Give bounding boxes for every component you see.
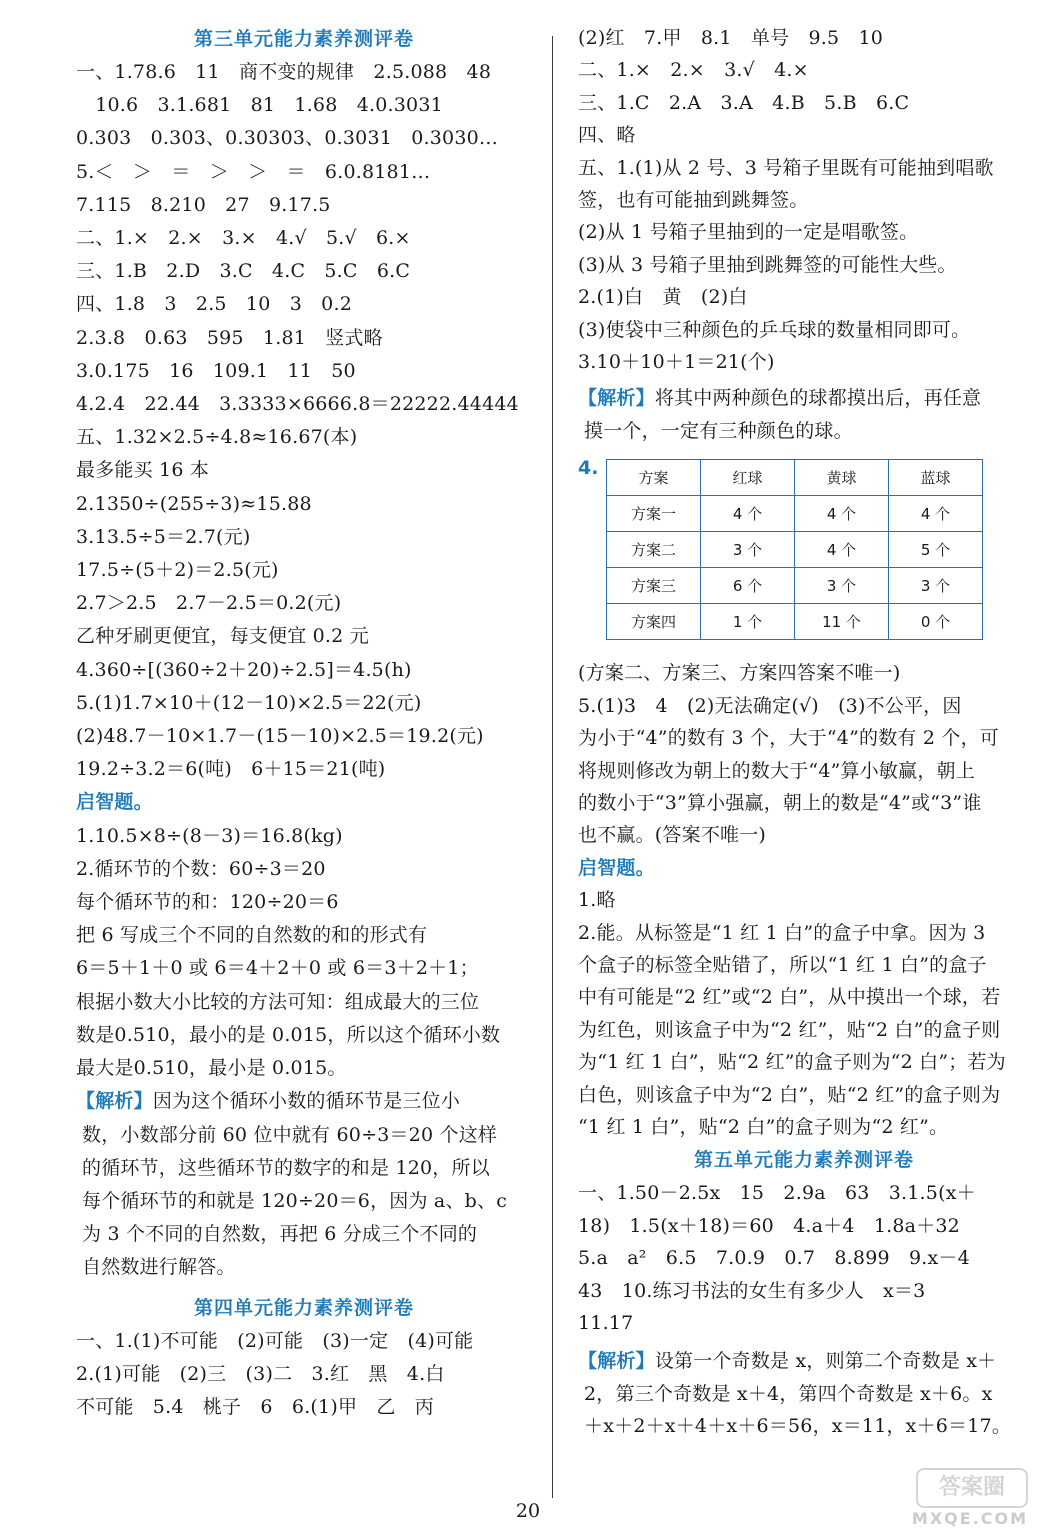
- unit5-analysis: [578, 1345, 1030, 1442]
- table-cell: 方案二: [607, 532, 701, 568]
- right-column: [578, 22, 1030, 1443]
- table-header: 方案: [607, 460, 701, 496]
- answer-line: 二、1.× 2.× 3.√ 4.×: [578, 59, 809, 82]
- answer-line: (2)48.7－10×1.7－(15－10)×2.5＝19.2(元): [76, 725, 484, 748]
- answer-line: 四、1.8 3 2.5 10 3 0.2: [76, 293, 353, 316]
- answer-line: (方案二、方案三、方案四答案不唯一): [578, 662, 901, 685]
- watermark-logo: 答案圈: [916, 1468, 1028, 1508]
- answer-line: 乙种牙刷更便宜，每支便宜 0.2 元: [76, 625, 369, 648]
- question-number: 4.: [578, 457, 599, 480]
- analysis-line: 数，小数部分前 60 位中就有 60÷3＝20 个这样: [82, 1123, 498, 1146]
- analysis-line: 每个循环节的和就是 120÷20＝6，因为 a、b、c: [82, 1189, 508, 1212]
- answer-line: 五、1.(1)从 2 号、3 号箱子里既有可能抽到唱歌: [578, 156, 994, 179]
- answer-line: 5.(1)1.7×10＋(12－10)×2.5＝22(元): [76, 691, 422, 714]
- plan-table-block: [578, 457, 1030, 653]
- answer-line: 3.0.175 16 109.1 11 50: [76, 359, 356, 382]
- answer-line: 将规则修改为朝上的数大于“4”算小敏赢，朝上: [578, 759, 975, 782]
- answer-line: (2)红 7.甲 8.1 单号 9.5 10: [578, 27, 884, 49]
- table-header-row: [607, 460, 983, 496]
- analysis-label: 【解析】: [578, 387, 655, 410]
- analysis-line: 的循环节，这些循环节的数字的和是 120，所以: [82, 1156, 490, 1179]
- answer-line: 一、1.78.6 11 商不变的规律 2.5.088 48: [76, 61, 492, 83]
- unit3-title: 第三单元能力素养测评卷: [193, 28, 414, 50]
- table-cell: 方案四: [607, 604, 701, 640]
- answer-line: 最大是0.510，最小是 0.015。: [76, 1057, 347, 1080]
- site-watermark: [906, 1468, 1034, 1528]
- analysis-line: 为 3 个不同的自然数，再把 6 分成三个不同的: [82, 1223, 478, 1246]
- answer-line: 三、1.B 2.D 3.C 4.C 5.C 6.C: [76, 260, 411, 283]
- table-header: 蓝球: [889, 460, 983, 496]
- unit4-answers: [76, 1325, 532, 1425]
- page-number: 20: [515, 1500, 541, 1522]
- answer-line: 7.115 8.210 27 9.17.5: [76, 193, 331, 216]
- answer-line: 把 6 写成三个不同的自然数的和的形式有: [76, 924, 428, 947]
- answer-line: 17.5÷(5＋2)＝2.5(元): [76, 559, 279, 582]
- analysis-line: 2，第三个奇数是 x＋4，第四个奇数是 x＋6。x: [584, 1382, 993, 1405]
- table-row: [607, 604, 983, 640]
- analysis-line: ＋x＋2＋x＋4＋x＋6＝56，x＝11，x＋6＝17。: [584, 1415, 1012, 1438]
- answer-line: 不可能 5.4 桃子 6 6.(1)甲 乙 丙: [76, 1395, 434, 1418]
- answer-line: 根据小数大小比较的方法可知：组成最大的三位: [76, 990, 480, 1013]
- answer-line: (3)使袋中三种颜色的乒乓球的数量相同即可。: [578, 318, 971, 341]
- table-row: [607, 496, 983, 532]
- table-cell: 方案三: [607, 568, 701, 604]
- analysis-line: 将其中两种颜色的球都摸出后，再任意: [654, 387, 982, 410]
- table-cell: 3 个: [795, 568, 889, 604]
- table-cell: 1 个: [701, 604, 795, 640]
- answer-line: 五、1.32×2.5÷4.8≈16.67(本): [76, 426, 358, 449]
- answer-line: 2.7＞2.5 2.7－2.5＝0.2(元): [76, 592, 342, 615]
- answer-line: 最多能买 16 本: [76, 459, 210, 482]
- answer-line: 三、1.C 2.A 3.A 4.B 5.B 6.C: [578, 91, 910, 114]
- answer-line: 数是0.510，最小的是 0.015，所以这个循环小数: [76, 1023, 501, 1046]
- answer-line: 3.10＋10＋1＝21(个): [578, 351, 775, 374]
- answer-line: 4.360÷[(360÷2＋20)÷2.5]＝4.5(h): [76, 658, 412, 681]
- answer-line: 个盒子的标签全贴错了，所以“1 红 1 白”的盒子: [578, 953, 987, 976]
- unit4-answers-continued: [578, 22, 1030, 378]
- answer-line: 2.能。从标签是“1 红 1 白”的盒子中拿。因为 3: [578, 921, 986, 944]
- table-cell: 0 个: [889, 604, 983, 640]
- answer-line: 0.303 0.303、0.30303、0.3031 0.3030…: [76, 127, 499, 150]
- answer-line: 签，也有可能抽到跳舞签。: [578, 189, 809, 212]
- answer-line: (3)从 3 号箱子里抽到跳舞签的可能性大些。: [578, 253, 957, 276]
- answer-line: 19.2÷3.2＝6(吨) 6＋15＝21(吨): [76, 758, 386, 781]
- answer-line: 1.略: [578, 889, 616, 912]
- analysis-block-1: [578, 382, 1030, 447]
- analysis-line: 摸一个，一定有三种颜色的球。: [584, 419, 853, 442]
- answer-line: 四、略: [578, 124, 636, 147]
- table-cell: 4 个: [889, 496, 983, 532]
- answer-line: 43 10.练习书法的女生有多少人 x＝3: [578, 1279, 926, 1302]
- answer-line: 白色，则该盒子中为“2 白”，贴“2 红”的盒子则为: [578, 1083, 1001, 1106]
- answer-line: “1 红 1 白”，贴“2 白”的盒子则为“2 红”。: [578, 1115, 949, 1138]
- answer-line: 11.17: [578, 1312, 634, 1334]
- table-cell: 3 个: [701, 532, 795, 568]
- answer-line: 2.3.8 0.63 595 1.81 竖式略: [76, 326, 383, 349]
- column-divider: [552, 36, 553, 1498]
- unit4-title: 第四单元能力素养测评卷: [193, 1296, 414, 1319]
- answer-line: 10.6 3.1.681 81 1.68 4.0.3031: [76, 94, 443, 117]
- unit3-answers: [76, 56, 532, 1085]
- plan-table: [606, 459, 983, 640]
- table-cell: 方案一: [607, 496, 701, 532]
- answer-line: 2.(1)可能 (2)三 (3)二 3.红 黑 4.白: [76, 1362, 445, 1385]
- challenge-heading: 启智题。: [76, 791, 153, 814]
- table-row: [607, 532, 983, 568]
- analysis-line: 自然数进行解答。: [82, 1256, 236, 1279]
- unit5-answers: [578, 1177, 1030, 1339]
- table-header: 黄球: [795, 460, 889, 496]
- table-cell: 5 个: [889, 532, 983, 568]
- challenge-heading: 启智题。: [578, 856, 655, 879]
- answer-line: (2)从 1 号箱子里抽到的一定是唱歌签。: [578, 221, 919, 244]
- answer-line: 5.(1)3 4 (2)无法确定(√) (3)不公平，因: [578, 694, 962, 717]
- answer-line: 2.(1)白 黄 (2)白: [578, 286, 748, 309]
- watermark-url: MXQE.COM: [911, 1509, 1029, 1528]
- answer-line: 一、1.50－2.5x 15 2.9a 63 3.1.5(x＋: [578, 1182, 976, 1205]
- answer-line: 的数小于“3”算小强赢，朝上的数是“4”或“3”谁: [578, 791, 982, 814]
- answer-line: 18) 1.5(x＋18)＝60 4.a＋4 1.8a＋32: [578, 1214, 960, 1237]
- table-cell: 11 个: [795, 604, 889, 640]
- answer-line: 1.10.5×8÷(8－3)＝16.8(kg): [76, 824, 343, 847]
- answer-line: 5.a a² 6.5 7.0.9 0.7 8.899 9.x－4: [578, 1247, 970, 1270]
- unit4-answers-lower: [578, 657, 1030, 1143]
- table-cell: 4 个: [701, 496, 795, 532]
- answer-line: 5.＜ ＞ ＝ ＞ ＞ ＝ 6.0.8181…: [76, 160, 431, 183]
- table-cell: 4 个: [795, 496, 889, 532]
- table-cell: 3 个: [889, 568, 983, 604]
- analysis-label: 【解析】: [578, 1350, 655, 1373]
- unit5-title: 第五单元能力素养测评卷: [693, 1149, 914, 1172]
- table-header: 红球: [701, 460, 795, 496]
- answer-line: 也不赢。(答案不唯一): [578, 824, 767, 847]
- answer-line: 4.2.4 22.44 3.3333×6666.8＝22222.44444: [76, 393, 519, 416]
- answer-line: 中有可能是“2 红”或“2 白”，从中摸出一个球，若: [578, 986, 1001, 1009]
- answer-line: 2.1350÷(255÷3)≈15.88: [76, 492, 312, 515]
- answer-line: 一、1.(1)不可能 (2)可能 (3)一定 (4)可能: [76, 1329, 474, 1352]
- answer-line: 为红色，则该盒子中为“2 红”，贴“2 白”的盒子则: [578, 1018, 1001, 1041]
- table-row: [607, 568, 983, 604]
- analysis-line: 设第一个奇数是 x，则第二个奇数是 x＋: [654, 1350, 997, 1373]
- analysis-label: 【解析】: [76, 1090, 153, 1113]
- table-cell: 6 个: [701, 568, 795, 604]
- answer-line: 二、1.× 2.× 3.× 4.√ 5.√ 6.×: [76, 227, 411, 250]
- answer-line: 2.循环节的个数：60÷3＝20: [76, 857, 326, 880]
- answer-line: 3.13.5÷5＝2.7(元): [76, 525, 251, 548]
- analysis-line: 因为这个循环小数的循环节是三位小: [152, 1090, 461, 1113]
- unit3-analysis: [76, 1085, 532, 1284]
- answer-line: 为小于“4”的数有 3 个，大于“4”的数有 2 个，可: [578, 727, 999, 750]
- left-column: [76, 22, 532, 1424]
- answer-line: 6＝5＋1＋0 或 6＝4＋2＋0 或 6＝3＋2＋1；: [76, 957, 479, 980]
- table-cell: 4 个: [795, 532, 889, 568]
- answer-line: 每个循环节的和：120÷20＝6: [76, 891, 339, 914]
- answer-line: 为“1 红 1 白”，贴“2 红”的盒子则为“2 白”；若为: [578, 1051, 1006, 1074]
